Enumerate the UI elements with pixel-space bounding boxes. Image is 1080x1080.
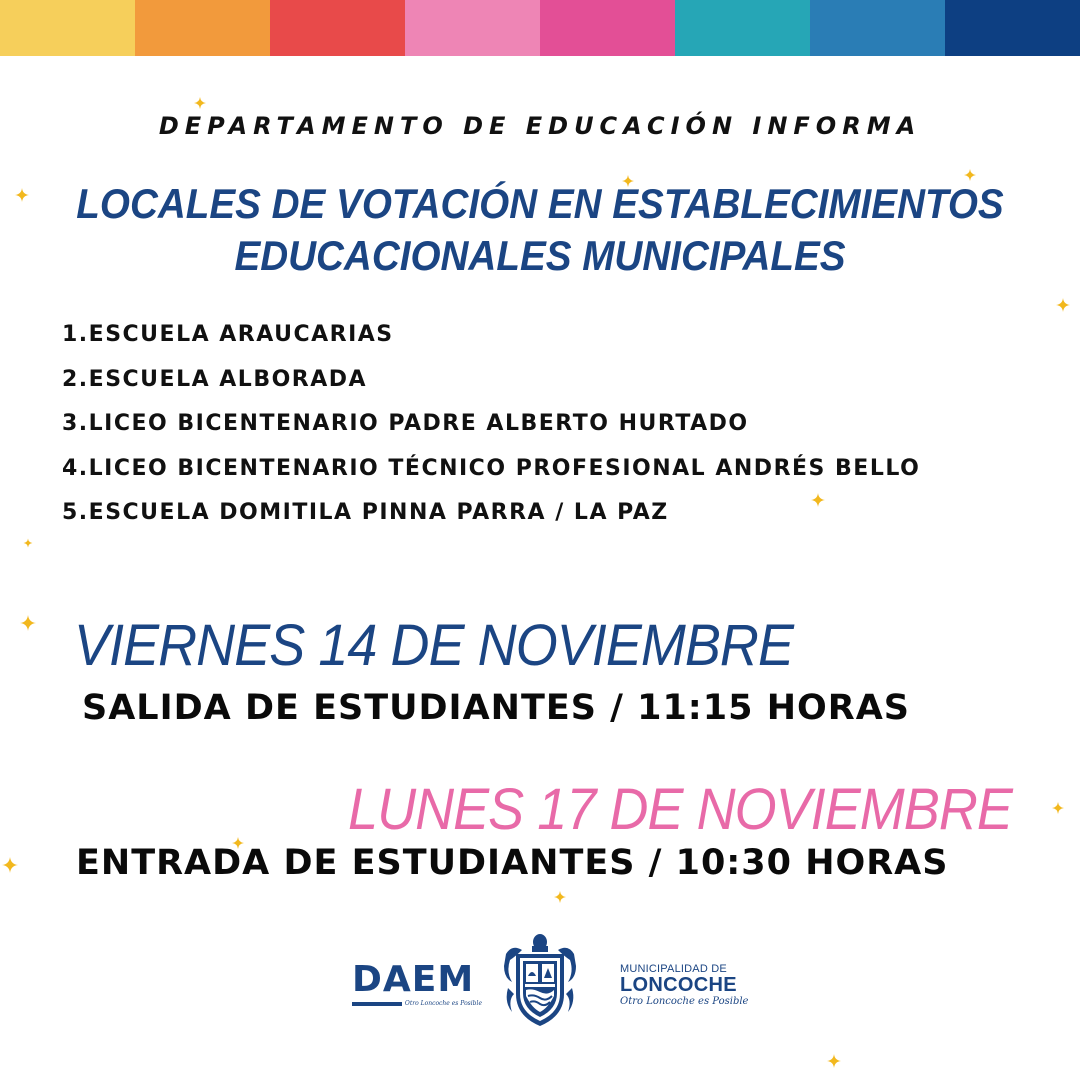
municipal-coat-of-arms-icon (502, 932, 578, 1028)
daem-underline (352, 1000, 482, 1007)
color-segment (135, 0, 270, 56)
color-segment (270, 0, 405, 56)
color-segment (810, 0, 945, 56)
department-subtitle: DEPARTAMENTO DE EDUCACIÓN INFORMA (158, 112, 922, 140)
sparkle-star-icon (20, 615, 36, 631)
sparkle-star-icon (15, 188, 29, 202)
daem-bar (352, 1002, 402, 1006)
footer-logos (0, 930, 1080, 1030)
sparkle-star-icon (194, 97, 206, 109)
school-item: 2.ESCUELA ALBORADA (62, 366, 368, 392)
school-item: 3.LICEO BICENTENARIO PADRE ALBERTO HURTADO (62, 411, 749, 436)
color-segment (540, 0, 675, 56)
municipality-tagline: Otro Loncoche es Posible (620, 996, 749, 1007)
municipality-name: LONCOCHE (620, 974, 737, 996)
daem-logo (352, 959, 482, 1007)
color-segment (0, 0, 135, 56)
color-segment (675, 0, 810, 56)
friday-dismissal-time: SALIDA DE ESTUDIANTES / 11:15 HORAS (82, 688, 910, 728)
school-item: 4.LICEO BICENTENARIO TÉCNICO PROFESIONAL ANDRÉS BELLO (62, 455, 921, 481)
color-segment (405, 0, 540, 56)
friday-date-heading: VIERNES 14 DE NOVIEMBRE (74, 613, 794, 678)
monday-entry-time: ENTRADA DE ESTUDIANTES / 10:30 HORAS (76, 843, 949, 883)
school-list (62, 318, 920, 541)
sparkle-star-icon (827, 1054, 841, 1068)
municipality-logo (620, 963, 748, 1009)
sparkle-star-icon (1056, 298, 1070, 312)
title-line-1: LOCALES DE VOTACIÓN EN ESTABLECIMIENTOS (76, 180, 1004, 227)
daem-tagline: Otro Loncoche es Posible (404, 1000, 482, 1007)
sparkle-star-icon (2, 857, 18, 873)
municipality-label: MUNICIPALIDAD DE (620, 963, 727, 975)
sparkle-star-icon (554, 891, 566, 903)
sparkle-star-icon (1052, 802, 1064, 814)
color-stripe-bar (0, 0, 1080, 56)
monday-date-heading: LUNES 17 DE NOVIEMBRE (348, 777, 1012, 842)
sparkle-star-icon (24, 539, 33, 548)
page-title (43, 178, 1037, 282)
school-item: 5.ESCUELA DOMITILA PINNA PARRA / LA PAZ (62, 500, 669, 525)
daem-wordmark: DAEM (352, 959, 475, 1000)
title-line-2: EDUCACIONALES MUNICIPALES (234, 232, 846, 279)
color-segment (945, 0, 1080, 56)
school-item: 1.ESCUELA ARAUCARIAS (62, 322, 394, 347)
